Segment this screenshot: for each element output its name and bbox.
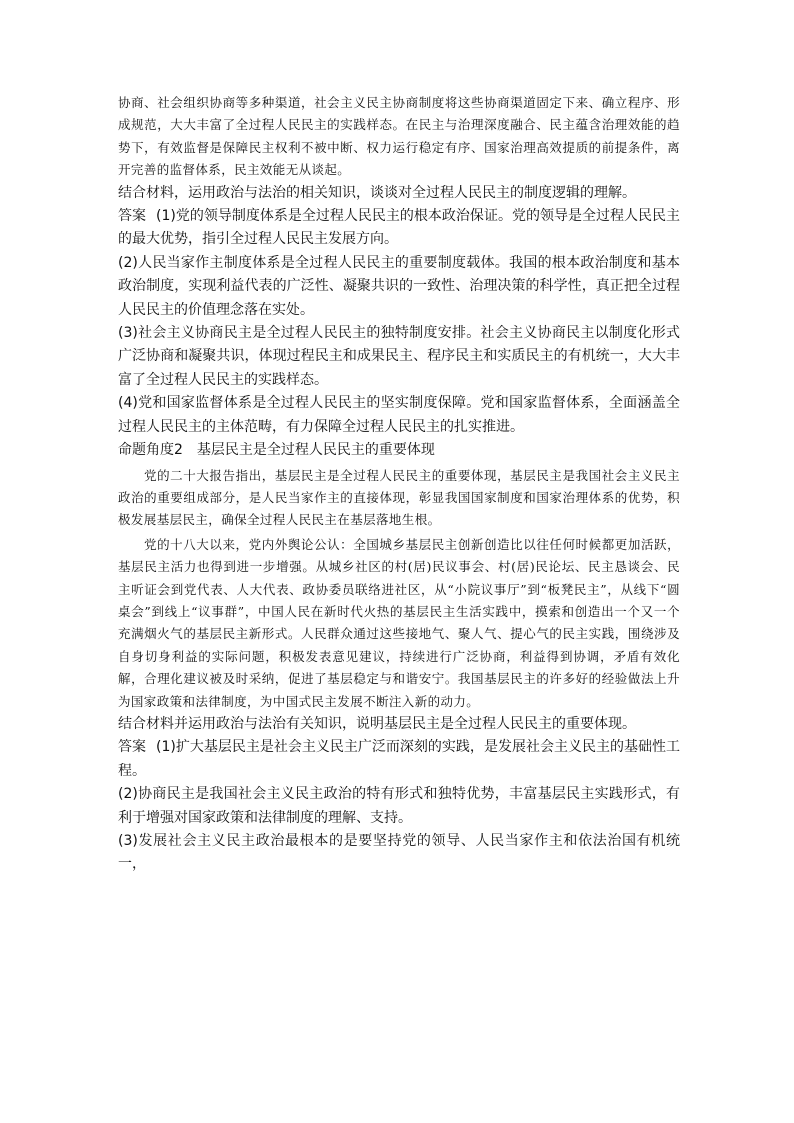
question-text: 结合材料，运用政治与法治的相关知识，谈谈对全过程人民民主的制度逻辑的理解。 — [118, 184, 636, 201]
section-heading — [118, 439, 680, 462]
answer-item: (2)协商民主是我国社会主义民主政治的特有形式和独特优势，丰富基层民主实践形式，有利于增强对国家政策和法律制度的理解、支持。 — [118, 786, 680, 826]
question-text: 结合材料并运用政治与法治有关知识，说明基层民主是全过程人民民主的重要体现。 — [118, 715, 636, 732]
document-content — [118, 92, 680, 877]
heading-label: 命题角度2 — [118, 442, 183, 459]
answer-text: (1)扩大基层民主是社会主义民主广泛而深刻的实践，是发展社会主义民主的基础性工程。 — [118, 739, 680, 779]
answer-item: (3)发展社会主义民主政治最根本的是要坚持党的领导、人民当家作主和依法治国有机统一， — [118, 833, 680, 873]
heading-title: 基层民主是全过程人民民主的重要体现 — [196, 442, 435, 459]
answer-label: 答案 — [118, 739, 147, 756]
material-paragraph: 协商、社会组织协商等多种渠道，社会主义民主协商制度将这些协商渠道固定下来、确立程序、形成规范，大大丰富了全过程人民民主的实践样态。在民主与治理深度融合、民主蕴含治理效能的趋势下，有效监督是保障民主权利不被中断、权力运行稳定有序、国家治理高效提质的前提条件，离开完善的监督体系，民主效能无从谈起。 — [118, 95, 680, 178]
answer-item — [118, 205, 680, 252]
answer-label: 答案 — [118, 208, 147, 225]
answer-item: (4)党和国家监督体系是全过程人民民主的坚实制度保障。党和国家监督体系，全面涵盖全过程人民民主的主体范畴，有力保障全过程人民民主的扎实推进。 — [118, 395, 680, 435]
answer-item: (2)人民当家作主制度体系是全过程人民民主的重要制度载体。我国的根本政治制度和基本政治制度，实现利益代表的广泛性、凝聚共识的一致性、治理决策的科学性，真正把全过程人民民主的价值理念落在实处。 — [118, 254, 680, 318]
answer-text: (1)党的领导制度体系是全过程人民民主的根本政治保证。党的领导是全过程人民民主的最大优势，指引全过程人民民主发展方向。 — [118, 208, 680, 248]
answer-item: (3)社会主义协商民主是全过程人民民主的独特制度安排。社会主义协商民主以制度化形式广泛协商和凝聚共识，体现过程民主和成果民主、程序民主和实质民主的有机统一，大大丰富了全过程人民民主的实践样态。 — [118, 325, 680, 388]
answer-item — [118, 736, 680, 783]
material-paragraph: 党的二十大报告指出，基层民主是全过程人民民主的重要体现，基层民主是我国社会主义民主政治的重要组成部分，是人民当家作主的直接体现，彰显我国国家制度和国家治理体系的优势，积极发展基层民主，确保全过程人民民主在基层落地生根。 — [118, 467, 680, 528]
material-paragraph: 党的十八大以来，党内外舆论公认：全国城乡基层民主创新创造比以往任何时候都更加活跃，基层民主活力也得到进一步增强。从城乡社区的村(居)民议事会、村(居)民论坛、民主恳谈会、民主听证会到党代表、人大代表、政协委员联络进社区，从“小院议事厅”到“板凳民主”，从线下“圆桌会”到线上“议事群”，中国人民在新时代火热的基层民主生活实践中，摸索和创造出一个又一个充满烟火气的基层民主新形式。人民群众通过这些接地气、聚人气、提心气的民主实践，围绕涉及自身切身利益的实际问题，积极发表意见建议，持续进行广泛协商，利益得到协调，矛盾有效化解，合理化建议被及时采纳，促进了基层稳定与和谐安宁。我国基层民主的许多好的经验做法上升为国家政策和法律制度，为中国式民主发展不断注入新的动力。 — [118, 536, 680, 709]
